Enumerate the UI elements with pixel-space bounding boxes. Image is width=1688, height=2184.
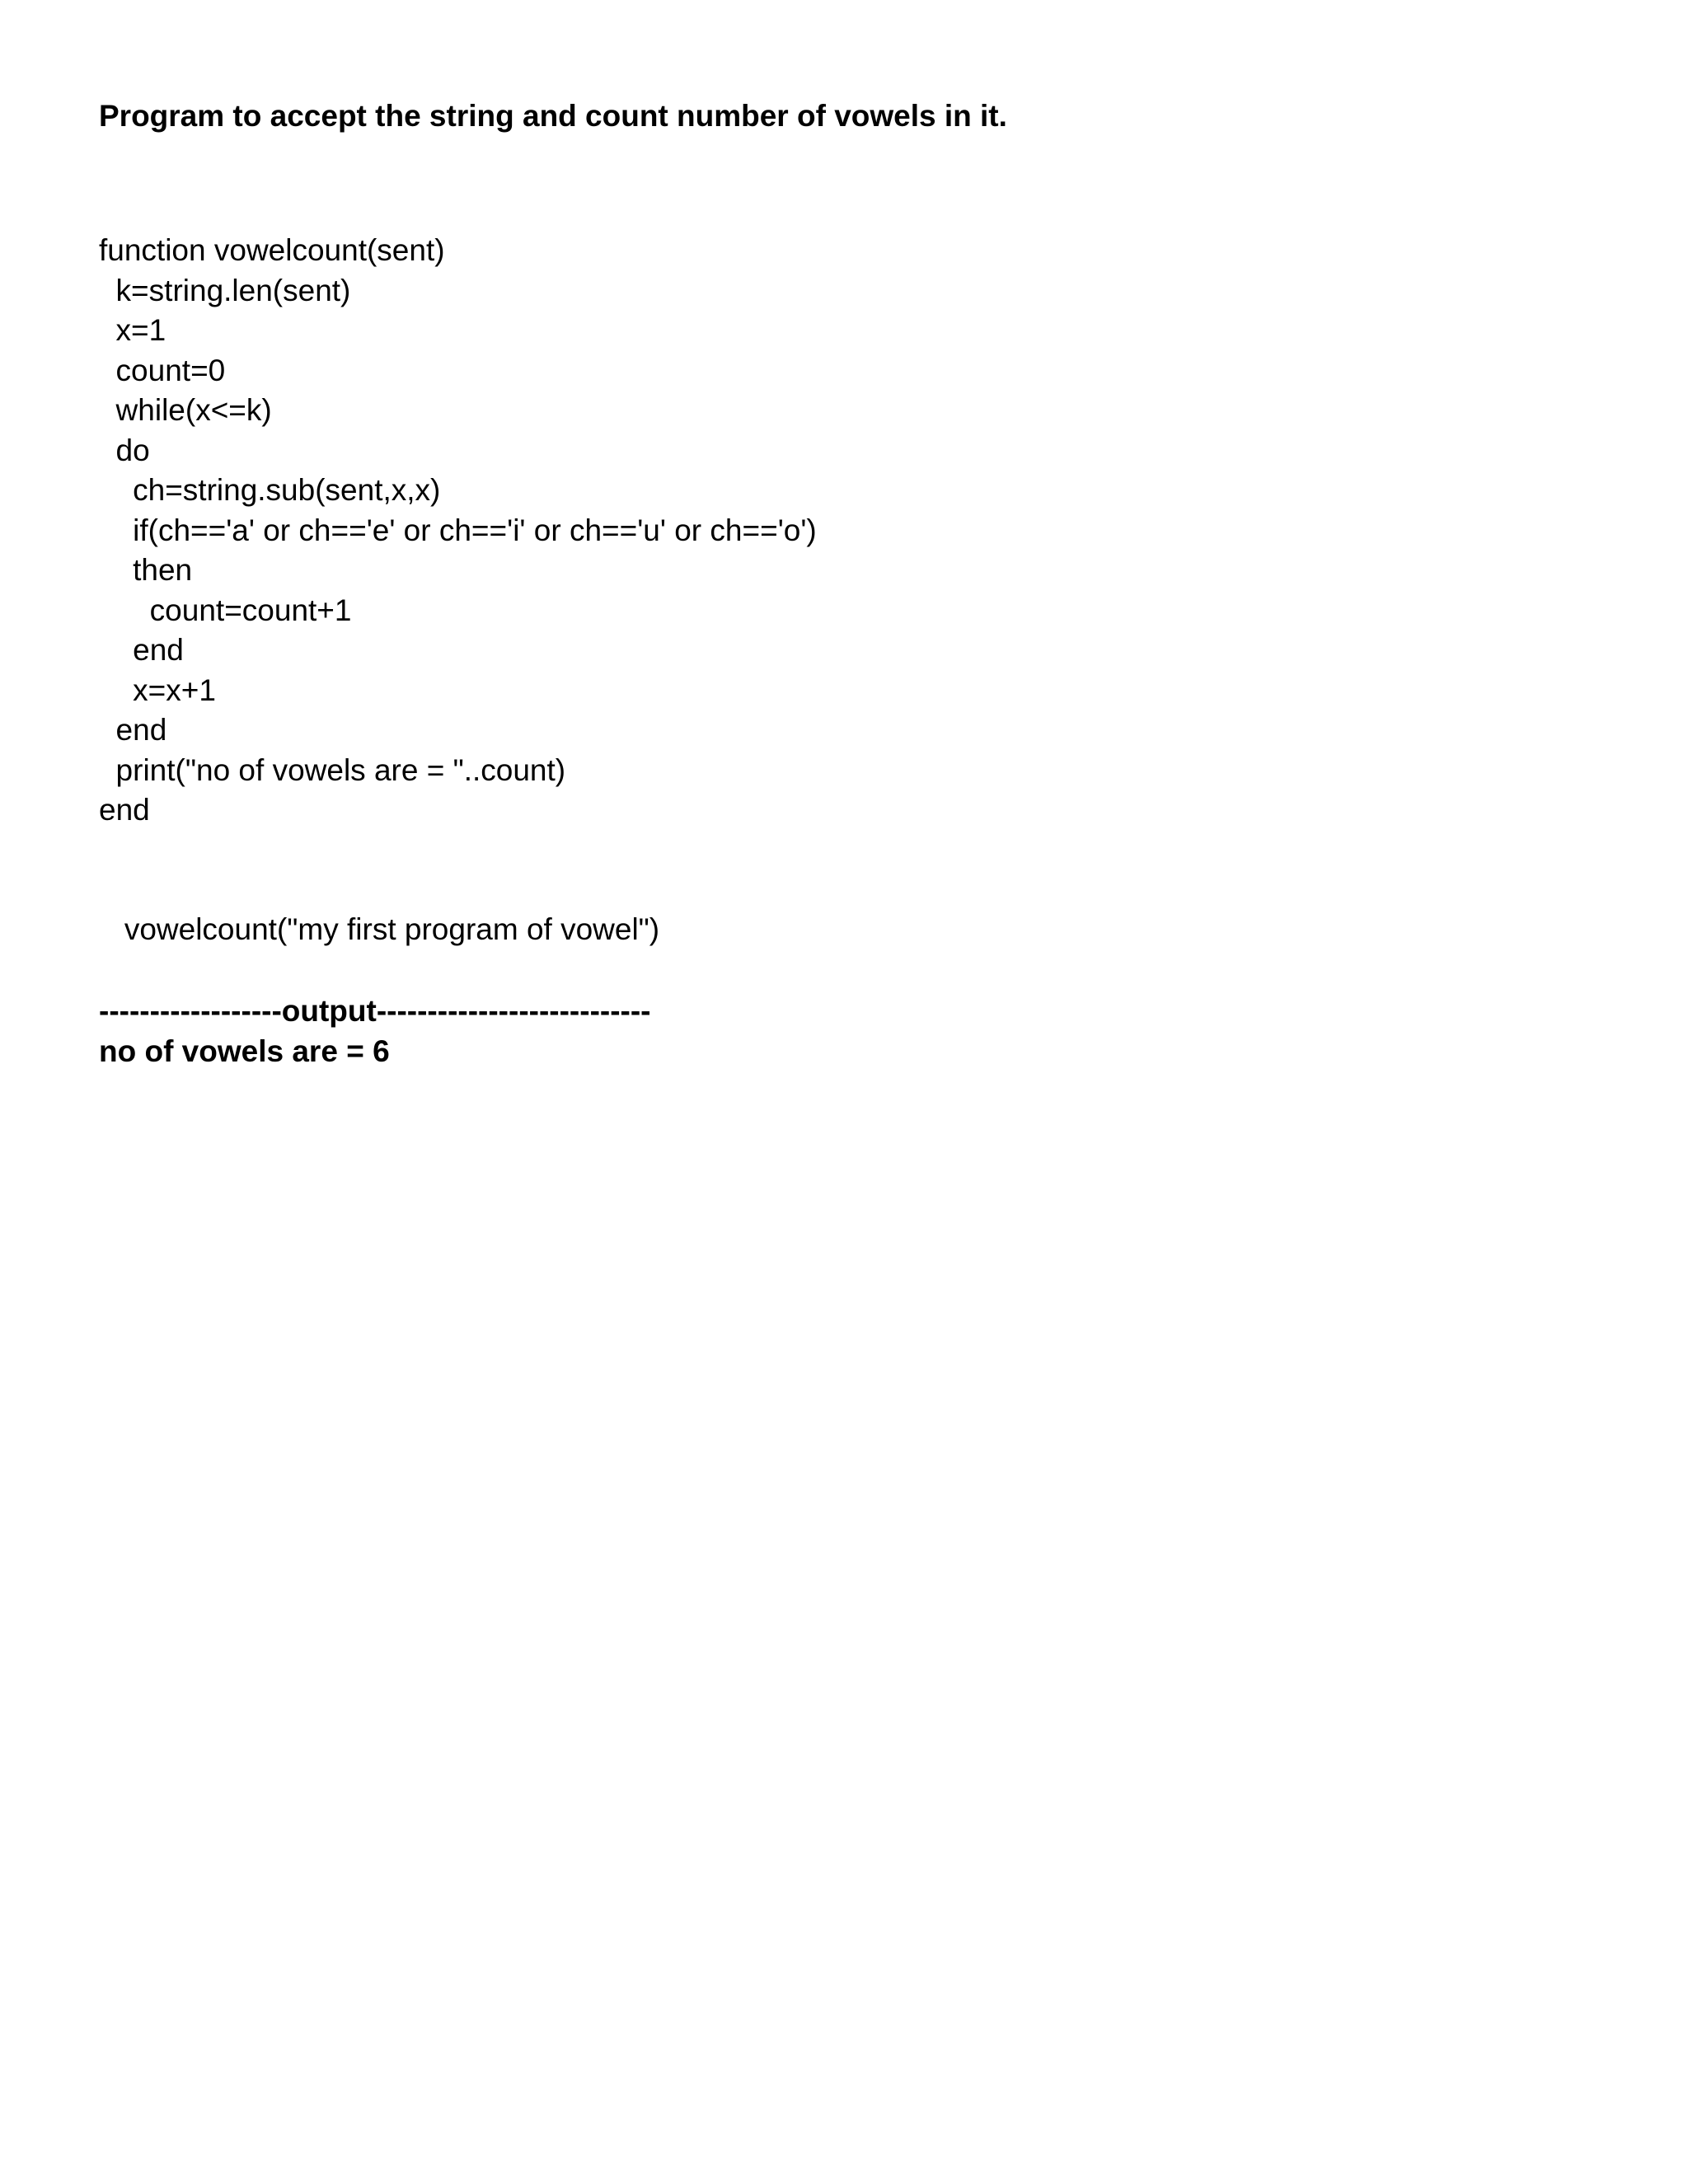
code-line: k=string.len(sent): [99, 273, 351, 307]
code-line: if(ch=='a' or ch=='e' or ch=='i' or ch=='u' or ch=='o'): [99, 513, 817, 547]
code-line: ch=string.sub(sent,x,x): [99, 473, 441, 507]
code-line: x=1: [99, 313, 166, 347]
page-title: Program to accept the string and count number of vowels in it.: [99, 99, 1007, 133]
code-line: end: [99, 793, 150, 827]
code-line: while(x<=k): [99, 393, 272, 427]
code-line: function vowelcount(sent): [99, 233, 445, 267]
output-result: no of vowels are = 6: [99, 1034, 390, 1068]
code-line: end: [99, 633, 184, 667]
code-line: print("no of vowels are = "..count): [99, 752, 566, 787]
function-call-line: vowelcount("my first program of vowel"): [99, 912, 660, 946]
code-line: count=0: [99, 353, 226, 387]
code-line: count=count+1: [99, 593, 352, 627]
code-line: x=x+1: [99, 673, 216, 707]
output-block: [99, 991, 651, 1071]
code-line: do: [99, 433, 150, 467]
code-line: end: [99, 713, 167, 747]
output-separator: ------------------output---------------------------: [99, 994, 651, 1028]
code-block: [99, 231, 817, 831]
code-line: then: [99, 553, 193, 587]
